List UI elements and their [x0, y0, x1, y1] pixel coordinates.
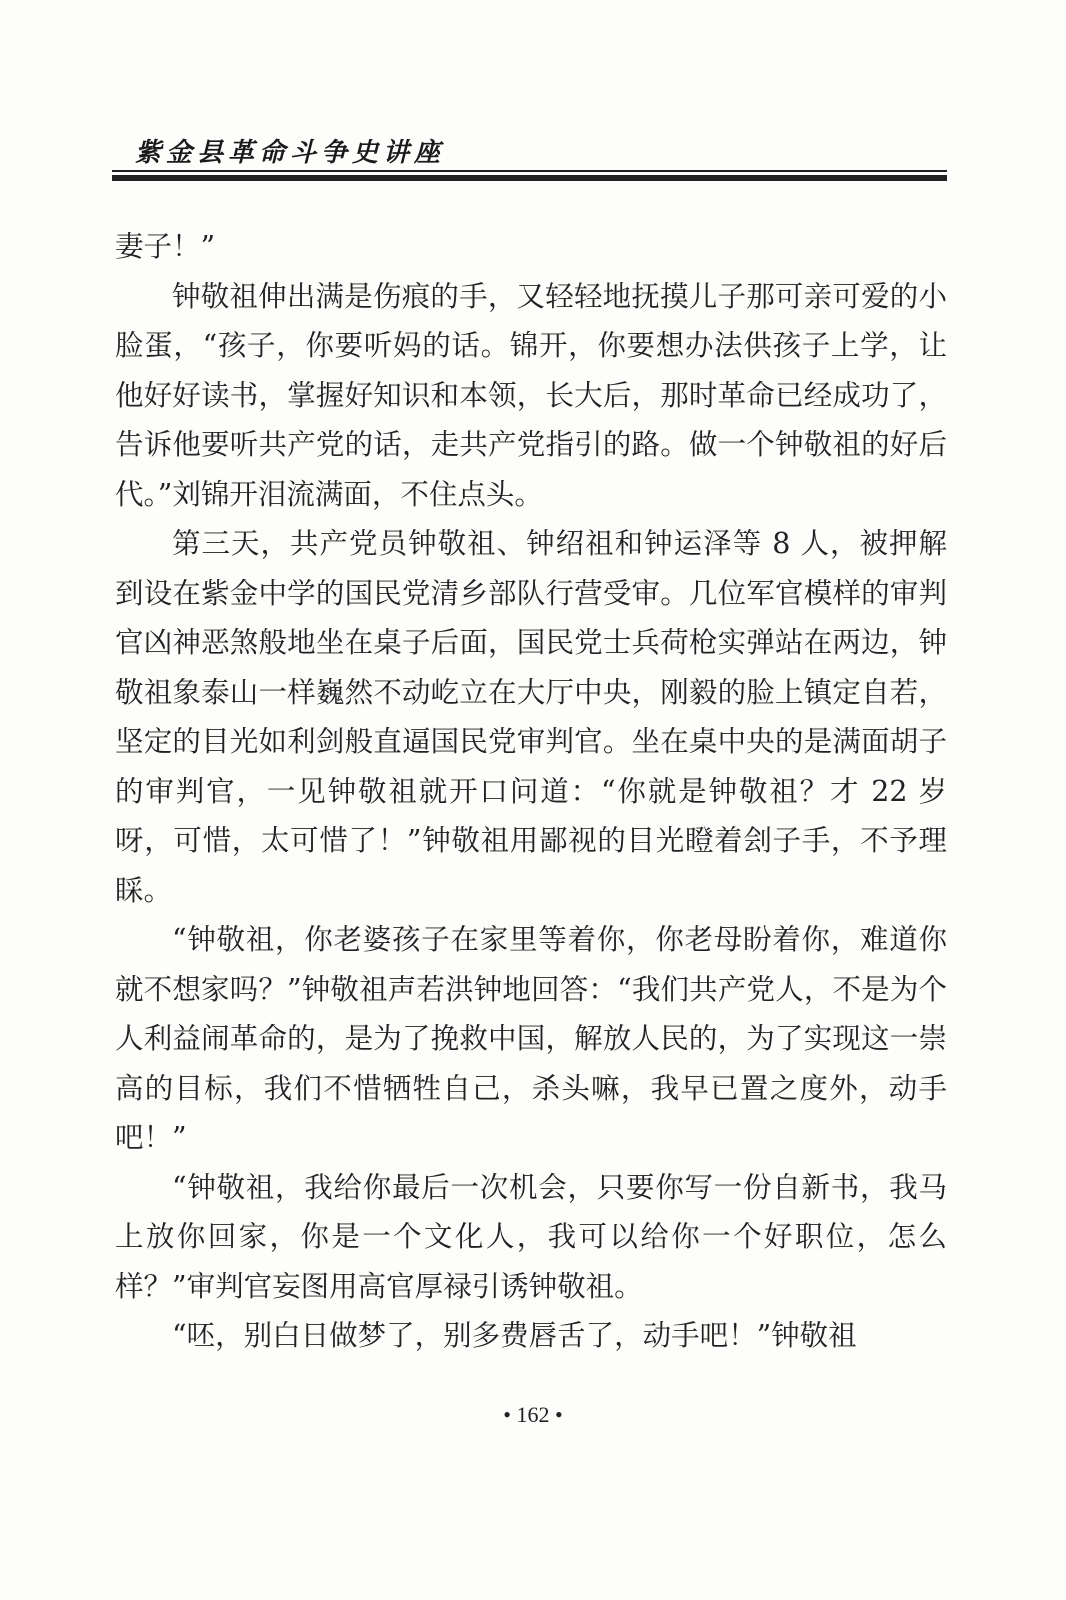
header-rule-thick — [112, 175, 947, 181]
paragraph-continuation: 妻子！” — [115, 230, 216, 263]
paragraph: 第三天，共产党员钟敬祖、钟绍祖和钟运泽等 8 人，被押解到设在紫金中学的国民党清乡部队行营受审。几位军官模样的审判官凶神恶煞般地坐在桌子后面，国民党士兵荷枪实弹站在两边，钟敬祖象泰山一样巍然不动屹立在大厅中央，刚毅的脸上镇定自若，坚定的目光如利剑般直逼国民党审判官。坐在桌中央的是满面胡子的审判官，一见钟敬祖就开口问道：“你就是钟敬祖？才 22 岁呀，可惜，太可惜了！”钟敬祖用鄙视的目光瞪着刽子手，不予理睬。 — [115, 527, 947, 907]
running-header-title: 紫金县革命斗争史讲座 — [135, 138, 446, 168]
body-text — [115, 222, 947, 1361]
paragraph: “呸，别白日做梦了，别多费唇舌了，动手吧！”钟敬祖 — [172, 1319, 857, 1352]
paragraph: 钟敬祖伸出满是伤痕的手，又轻轻地抚摸儿子那可亲可爱的小脸蛋，“孩子，你要听妈的话。锦开，你要想办法供孩子上学，让他好好读书，掌握好知识和本领，长大后，那时革命已经成功了，告诉他要听共产党的话，走共产党指引的路。做一个钟敬祖的好后代。”刘锦开泪流满面，不住点头。 — [115, 279, 947, 511]
page-number: • 162 • — [503, 1402, 563, 1427]
paragraph: “钟敬祖，我给你最后一次机会，只要你写一份自新书，我马上放你回家，你是一个文化人，我可以给你一个好职位，怎么样？”审判官妄图用高官厚禄引诱钟敬祖。 — [115, 1170, 947, 1303]
header-rule-thin — [112, 170, 947, 172]
paragraph: “钟敬祖，你老婆孩子在家里等着你，你老母盼着你，难道你就不想家吗？”钟敬祖声若洪钟地回答：“我们共产党人，不是为个人利益闹革命的，是为了挽救中国，解放人民的，为了实现这一崇高的目标，我们不惜牺牲自己，杀头嘛，我早已置之度外，动手吧！” — [115, 923, 947, 1154]
